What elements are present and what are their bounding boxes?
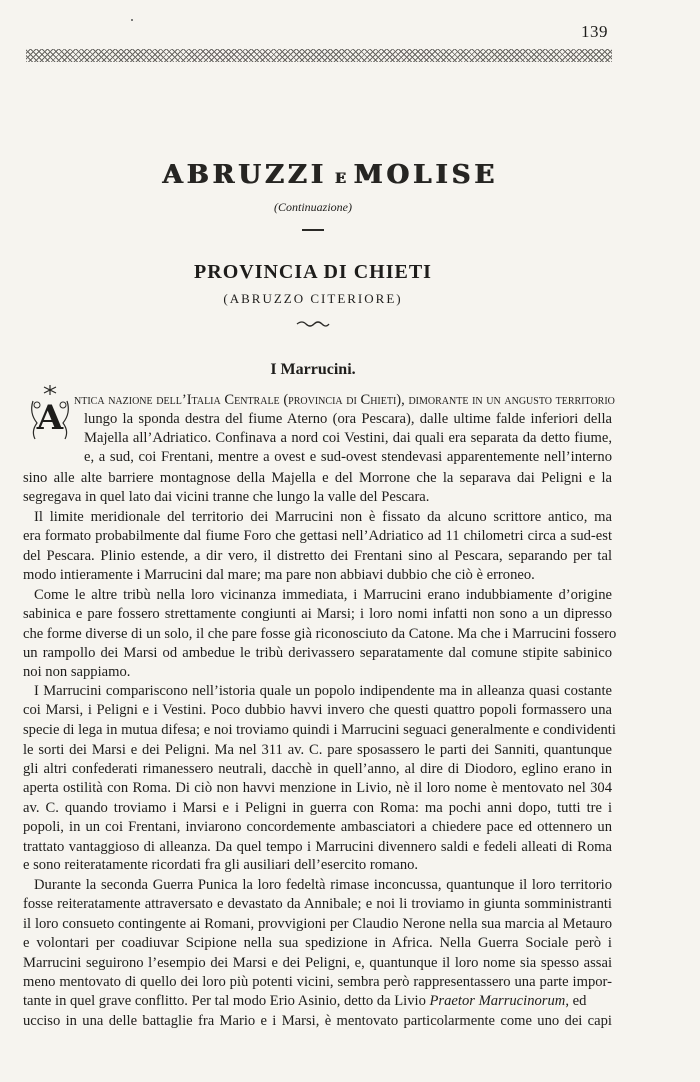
text-line: che forme diverse di un solo, il che pare fosse già riconosciuto da Catone. Ma che i Marrucini fossero	[23, 626, 617, 642]
text-line: modo intieramente i Marrucini dal mare; ma pare non abbiavi dubbio che ciò è erroneo.	[23, 567, 535, 583]
text-line: Il limite meridionale del territorio dei Marrucini non è fissato da alcuno scrittore antico, ma	[34, 509, 612, 525]
text-line: sino alle alte barriere montagnose della Majella e del Morrone che la separava dai Peligni e la	[23, 470, 612, 486]
text-line: sabinica e pare fossero strettamente congiunti ai Marsi; i loro nomi infatti non sono a un dipresso	[23, 606, 612, 622]
text-line: Durante la seconda Guerra Punica la loro fedeltà rimase inconcussa, quantunque il loro territorio	[34, 877, 612, 893]
speck	[131, 19, 133, 21]
subtitle: (Continuazione)	[274, 200, 352, 214]
text-line: meno mentovato di quello dei loro più potenti vicini, sembra però rappresentassero una parte impor-	[23, 974, 612, 990]
dropcap-letter: A	[36, 398, 64, 438]
text-line: un rampollo dei Marsi od ambedue le tribù derivassero separatamente dal comune stipite sabinico	[23, 645, 612, 661]
text-line: gli altri confederati rimanessero neutrali, dacchè in quell’anno, al dire di Diodoro, eglino erano in	[23, 761, 612, 777]
text-line: e sono reiteratamente ricordati fra gli ausiliari dell’esercito romano.	[23, 857, 419, 873]
ornament-divider-icon	[296, 320, 330, 328]
text-line: e, a sud, coi Frentani, mentre a ovest e sud-ovest stendevasi apparentemente nell’interno	[84, 449, 612, 465]
province-heading: PROVINCIA DI CHIETI	[194, 261, 432, 283]
text-line: coi Marsi, i Peligni e i Vestini. Poco dubbio havvi invero che questi quattro popoli formassero una	[23, 702, 612, 718]
text-line: Majella all’Adriatico. Confinava a nord coi Vestini, dai quali era separata da detto fiume,	[84, 430, 612, 446]
text-line: specie di lega in mutua difesa; e noi troviamo quindi i Marrucini seguaci generalmente e condividenti	[23, 722, 616, 738]
text-line: fosse reiteratamente attraversato e devastato da Annibale; e noi li troviamo in giunta somministranti	[23, 896, 612, 912]
text-line: era formato probabilmente dal fiume Foro che gettasi nell’Adriatico ad 11 chilometri circa a sud-est	[23, 528, 612, 544]
title-word-molise: MOLISE	[353, 160, 498, 190]
italic-phrase: Praetor Marrucinorum	[429, 993, 566, 1009]
text-line: lungo la sponda destra del fiume Aterno (ora Pescara), dalle ultime falde inferiori della	[84, 411, 612, 427]
page-title	[0, 160, 660, 190]
text-line: ntica nazione dell’Italia Centrale (provincia di Chieti), dimorante in un angusto territorio	[74, 392, 615, 408]
text-line: I Marrucini compariscono nell’istoria quale un popolo indipendente ma in alleanza quasi costante	[34, 683, 612, 699]
italic-tail: , ed	[565, 993, 587, 1009]
text-line: le sorti dei Marsi e dei Peligni. Ma nel 311 av. C. pare sposassero le parti dei Sanniti, quantunque	[23, 742, 612, 758]
section-heading: I Marrucini.	[270, 361, 356, 378]
text-line: il loro consueto contingente ai Romani, provvigioni per Claudio Nerone nella sua marcia al Metauro	[23, 916, 612, 932]
title-word-abruzzi: ABRUZZI	[162, 160, 327, 190]
province-subheading: (ABRUZZO CITERIORE)	[223, 291, 403, 306]
title-conjunction: E	[334, 171, 346, 187]
short-divider	[302, 229, 324, 231]
text-line: aperta ostilità con Roma. Di ciò non havvi menzione in Livio, nè il loro nome è mentovato nel 304	[23, 780, 612, 796]
text-line: popoli, in un coi Frentani, inviarono concordemente ambasciatori a chiedere pace ed ottennero un	[23, 819, 612, 835]
page-number: 139	[581, 22, 608, 41]
text-line: Come le altre tribù nella loro vicinanza immediata, i Marrucini erano indubbiamente d’origine	[34, 587, 612, 603]
decorative-dropcap-icon	[27, 383, 73, 443]
text-line: trattato vantaggioso di alleanza. Da quel tempo i Marrucini divennero saldi e fedeli alleati di Roma	[23, 839, 612, 855]
text-line: e volontari per coadiuvar Scipione nella sua spedizione in Africa. Nella Guerra Sociale però i	[23, 935, 612, 951]
text-line: tante in quel grave conflitto. Per tal modo Erio Asinio, detto da Livio Praetor Marrucinorum, ed	[23, 993, 587, 1009]
text-line: del Pescara. Plinio estende, a dir vero, il distretto dei Frentani sino al Pescara, separando per tal	[23, 548, 612, 564]
text-line: av. C. quando troviamo i Marsi e i Peligni in guerra con Roma: ma pochi anni dopo, tutti tre i	[23, 800, 612, 816]
text-line: Marrucini seguirono l’esempio dei Marsi e dei Peligni, e, quantunque il loro nome sia spesso assai	[23, 955, 612, 971]
text-line: noi non sappiamo.	[23, 664, 131, 680]
header-ornamental-rule	[26, 49, 612, 62]
text-line: segregava in quel lato dai vicini tranne che lungo la valle del Pescara.	[23, 489, 430, 505]
text-line: ucciso in una delle battaglie fra Mario e i Marsi, è mentovato particolarmente come uno dei capi	[23, 1013, 612, 1029]
